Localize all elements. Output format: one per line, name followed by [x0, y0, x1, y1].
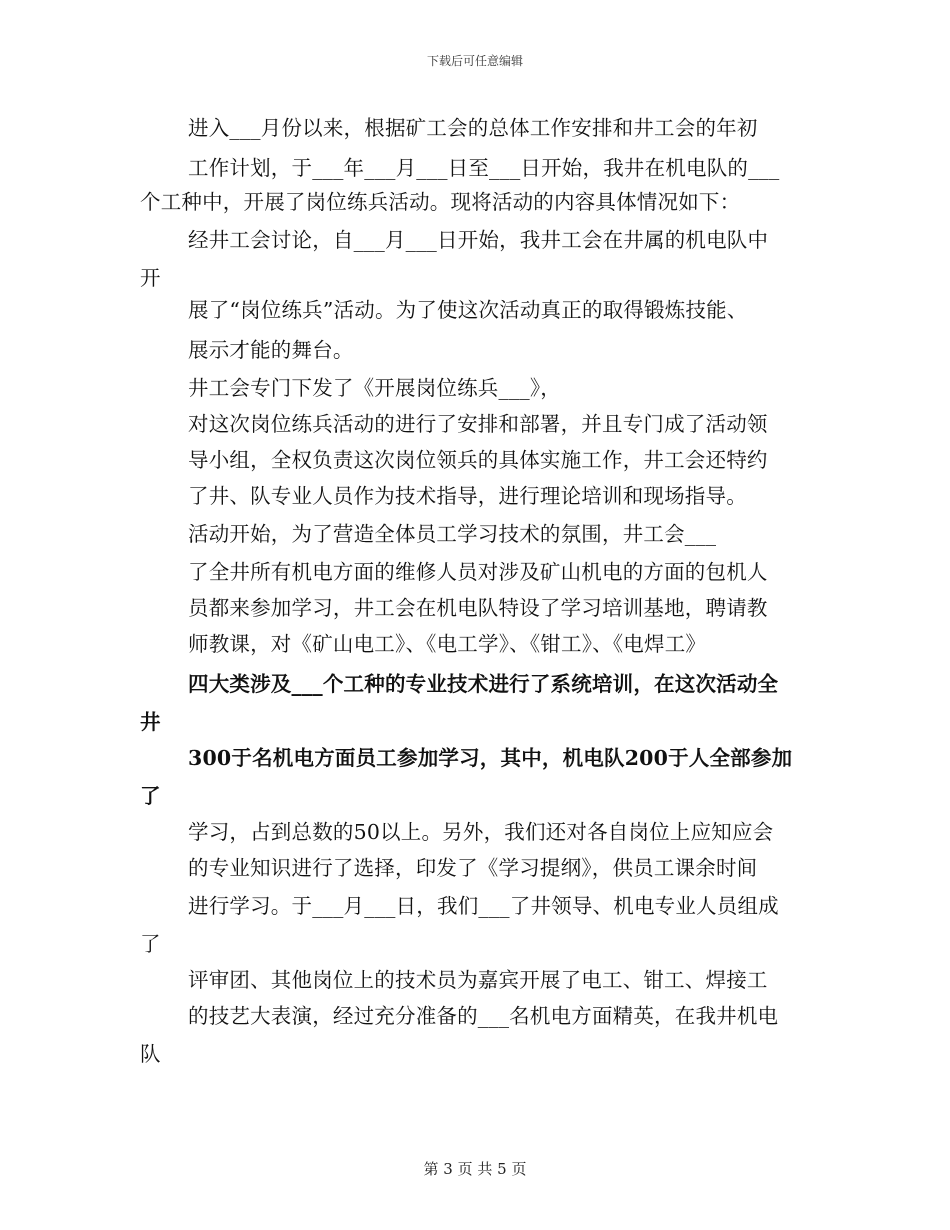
text-line: 对这次岗位练兵活动的进行了安排和部署，并且专门成了活动领 — [188, 412, 768, 436]
text-line: 进行学习。于___月___日，我们___了井领导、机电专业人员组成 — [188, 894, 779, 918]
text-line: 的专业知识进行了选择，印发了《学习提纲》，供员工课余时间 — [188, 856, 758, 880]
text-line: 进入___月份以来，根据矿工会的总体工作安排和井工会的年初 — [188, 116, 758, 140]
page-header: 下载后可任意编辑 — [426, 54, 523, 68]
text-line: 了 — [140, 932, 161, 956]
text-line: 展了“岗位练兵”活动。为了使这次活动真正的取得锻炼技能、 — [188, 298, 748, 322]
text-line: 井工会专门下发了《开展岗位练兵___》， — [188, 376, 561, 400]
text-line: 队 — [140, 1042, 161, 1066]
text-line: 四大类涉及___个工种的专业技术进行了系统培训，在这次活动全 — [188, 672, 779, 696]
text-line: 工作计划，于___年___月___日至___日开始，我井在机电队的___ — [188, 156, 780, 180]
text-line: 员都来参加学习，井工会在机电队特设了学习培训基地，聘请教 — [188, 596, 768, 620]
text-line: 评审团、其他岗位上的技术员为嘉宾开展了电工、钳工、焊接工 — [188, 968, 768, 992]
text-line: 师教课，对《矿山电工》、《电工学》、《钳工》、《电焊工》 — [188, 632, 707, 656]
text-line: 开 — [140, 266, 161, 290]
text-line: 300于名机电方面员工参加学习，其中，机电队200于人全部参加 — [188, 746, 793, 770]
text-line: 展示才能的舞台。 — [188, 338, 354, 362]
text-line: 了 — [140, 784, 161, 808]
text-line: 经井工会讨论，自___月___日开始，我井工会在井属的机电队中 — [188, 228, 769, 252]
text-line: 的技艺大表演，经过充分准备的___名机电方面精英，在我井机电 — [188, 1004, 779, 1028]
text-line: 个工种中，开展了岗位练兵活动。现将活动的内容具体情况如下： — [140, 190, 741, 214]
text-line: 井 — [140, 710, 161, 734]
text-line: 了全井所有机电方面的维修人员对涉及矿山机电的方面的包机人 — [188, 560, 768, 584]
text-line: 导小组，全权负责这次岗位领兵的具体实施工作，井工会还特约 — [188, 448, 768, 472]
text-line: 学习，占到总数的50以上。另外，我们还对各自岗位上应知应会 — [188, 820, 774, 844]
text-line: 活动开始，为了营造全体员工学习技术的氛围，井工会___ — [188, 522, 717, 546]
page-footer: 第 3 页 共 5 页 — [423, 1160, 527, 1178]
text-line: 了井、队专业人员作为技术指导，进行理论培训和现场指导。 — [188, 484, 747, 508]
